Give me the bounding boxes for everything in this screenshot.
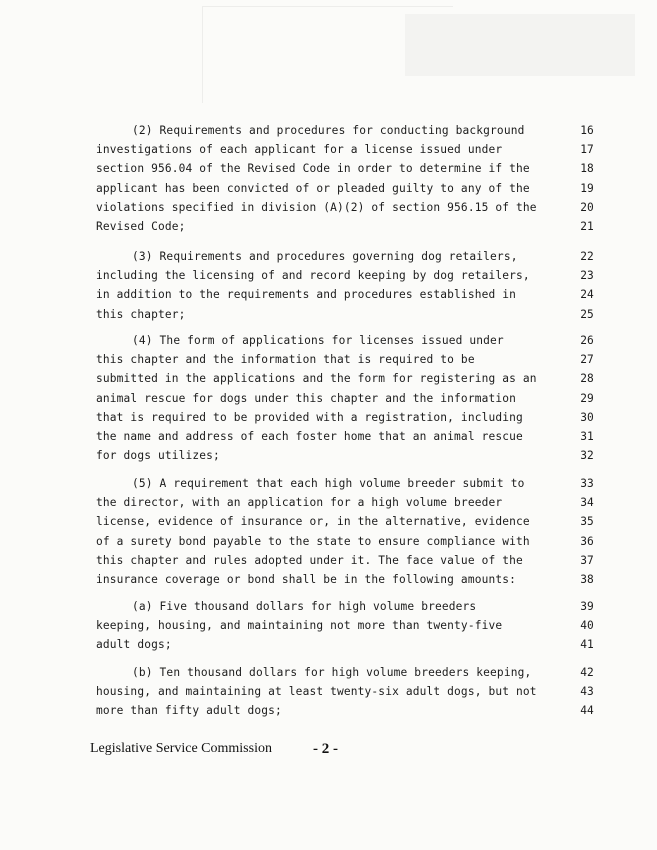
footer-commission: Legislative Service Commission	[90, 741, 272, 756]
text-line: section 956.04 of the Revised Code in order to determine if the	[96, 162, 530, 176]
text-line: in addition to the requirements and procedures established in	[96, 288, 517, 302]
text-line: (5) A requirement that each high volume breeder submit to	[132, 477, 525, 490]
text-line: housing, and maintaining at least twenty-six adult dogs, but not	[96, 685, 537, 699]
text-line: including the licensing of and record keeping by dog retailers,	[96, 269, 530, 283]
text-line: (a) Five thousand dollars for high volume breeders	[132, 600, 477, 613]
line-number: 20	[580, 200, 594, 214]
line-number: 37	[580, 553, 594, 567]
text-line: (4) The form of applications for licenses issued under	[132, 334, 504, 347]
text-line: (3) Requirements and procedures governing dog retailers,	[132, 250, 518, 263]
line-number: 40	[580, 619, 594, 633]
text-line: this chapter;	[96, 307, 186, 321]
line-number: 21	[580, 220, 594, 233]
text-line: (2) Requirements and procedures for conducting background	[132, 124, 525, 137]
text-line: applicant has been convicted of or pleaded guilty to any of the	[96, 181, 530, 195]
line-number: 32	[580, 449, 594, 463]
line-number: 29	[580, 391, 594, 405]
line-number: 25	[580, 307, 594, 321]
line-number: 43	[580, 685, 594, 699]
line-number: 44	[580, 704, 594, 718]
text-line: license, evidence of insurance or, in the alternative, evidence	[96, 515, 530, 529]
text-line: the director, with an application for a high volume breeder	[96, 496, 503, 510]
line-number: 34	[580, 496, 594, 510]
text-line: adult dogs;	[96, 638, 172, 652]
text-line: for dogs utilizes;	[96, 449, 220, 463]
line-number: 17	[580, 143, 594, 157]
line-number: 23	[580, 269, 594, 283]
line-number: 41	[580, 638, 594, 652]
line-number: 33	[580, 477, 594, 490]
text-line: investigations of each applicant for a license issued under	[96, 143, 503, 157]
text-line: submitted in the applications and the form for registering as an	[96, 372, 537, 386]
text-line: this chapter and rules adopted under it. The face value of the	[96, 553, 523, 567]
text-line: Revised Code;	[96, 220, 186, 233]
line-number: 31	[580, 430, 594, 443]
text-line: keeping, housing, and maintaining not more than twenty-five	[96, 619, 503, 633]
line-number: 39	[580, 600, 594, 613]
line-number: 26	[580, 334, 594, 347]
line-number: 18	[580, 162, 594, 176]
line-number: 24	[580, 288, 594, 302]
line-number: 42	[580, 666, 594, 679]
text-line: that is required to be provided with a registration, including	[96, 410, 523, 424]
line-number: 27	[580, 353, 594, 367]
text-line: this chapter and the information that is required to be	[96, 353, 475, 367]
text-line: more than fifty adult dogs;	[96, 704, 282, 718]
line-number: 30	[580, 410, 594, 424]
text-line: of a surety bond payable to the state to ensure compliance with	[96, 534, 530, 548]
text-line: violations specified in division (A)(2) of section 956.15 of the	[96, 200, 537, 214]
text-line: (b) Ten thousand dollars for high volume breeders keeping,	[132, 666, 532, 679]
text-line: insurance coverage or bond shall be in the following amounts:	[96, 573, 517, 586]
line-number: 16	[580, 124, 594, 137]
line-number: 22	[580, 250, 594, 263]
text-line: the name and address of each foster home that an animal rescue	[96, 430, 523, 443]
line-number: 19	[580, 181, 594, 195]
line-number: 28	[580, 372, 594, 386]
line-number: 36	[580, 534, 594, 548]
line-number: 35	[580, 515, 594, 529]
text-line: animal rescue for dogs under this chapter and the information	[96, 391, 517, 405]
line-number: 38	[580, 573, 594, 586]
footer-page-number: - 2 -	[313, 741, 338, 757]
